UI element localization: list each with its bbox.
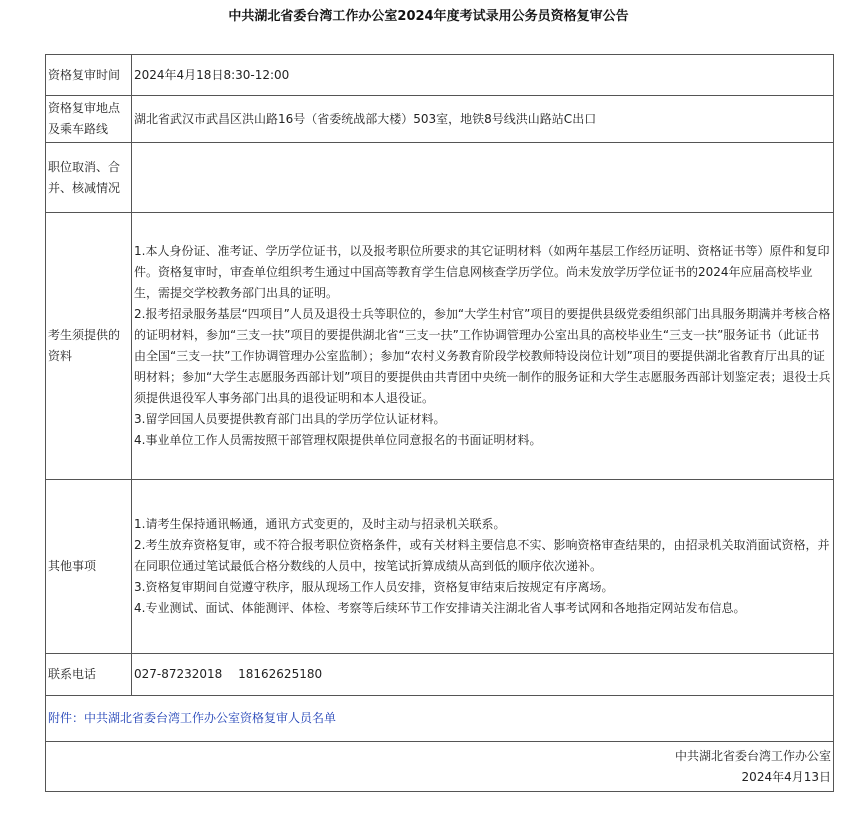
footer-cell [46, 742, 834, 792]
location-label: 资格复审地点及乘车路线 [46, 96, 132, 143]
materials-item: 3.留学回国人员要提供教育部门出具的学历学位认证材料。 [134, 412, 446, 426]
table-row-cancel [46, 143, 834, 213]
other-item: 3.资格复审期间自觉遵守秩序，服从现场工作人员安排，资格复审结束后按规定有序离场。 [134, 580, 614, 594]
other-value [132, 480, 834, 654]
other-item: 2.考生放弃资格复审，或不符合报考职位资格条件，或有关材料主要信息不实、影响资格审查结果的，由招录机关取消面试资格，并在同职位通过笔试最低合格分数线的人员中，按笔试折算成绩从高到低的顺序依次递补。 [134, 538, 830, 573]
page-title: 中共湖北省委台湾工作办公室2024年度考试录用公务员资格复审公告 [228, 9, 629, 24]
location-value: 湖北省武汉市武昌区洪山路16号（省委统战部大楼）503室，地铁8号线洪山路站C出口 [132, 96, 834, 143]
table-row-other [46, 480, 834, 654]
time-label: 资格复审时间 [46, 55, 132, 96]
table-row-attachment [46, 696, 834, 742]
table-row-phone [46, 654, 834, 696]
table-row-materials [46, 213, 834, 480]
table-row-location [46, 96, 834, 143]
time-value: 2024年4月18日8:30-12:00 [132, 55, 834, 96]
footer-date: 2024年4月13日 [741, 769, 831, 784]
phone-label: 联系电话 [46, 654, 132, 696]
cancel-value [132, 143, 834, 213]
materials-item: 2.报考招录服务基层“四项目”人员及退役士兵等职位的，参加“大学生村官”项目的要提供县级党委组织部门出具服务期满并考核合格的证明材料，参加“三支一扶”项目的要提供湖北省“三支一扶”工作协调管理办公室出具的高校毕业生“三支一扶”服务证书（此证书由全国“三支一扶”工作协调管理办公室监制）；参加“农村义务教育阶段学校教师特设岗位计划”项目的要提供湖北省教育厅出具的证明材料；参加“大学生志愿服务西部计划”项目的要提供由共青团中央统一制作的服务证和大学生志愿服务西部计划鉴定表；退役士兵须提供退役军人事务部门出具的退役证明和本人退役证。 [134, 307, 831, 405]
table-row-time [46, 55, 834, 96]
attachment-link[interactable]: 附件：中共湖北省委台湾工作办公室资格复审人员名单 [48, 711, 337, 725]
attachment-cell [46, 696, 834, 742]
cancel-label: 职位取消、合并、核减情况 [46, 143, 132, 213]
phone-value: 027-87232018 18162625180 [132, 654, 834, 696]
other-item: 4.专业测试、面试、体能测评、体检、考察等后续环节工作安排请关注湖北省人事考试网和各地指定网站发布信息。 [134, 601, 746, 615]
materials-item: 4.事业单位工作人员需按照干部管理权限提供单位同意报名的书面证明材料。 [134, 433, 542, 447]
materials-value [132, 213, 834, 480]
other-item: 1.请考生保持通讯畅通，通讯方式变更的，及时主动与招录机关联系。 [134, 517, 506, 531]
footer-org: 中共湖北省委台湾工作办公室 [674, 748, 831, 763]
materials-item: 1.本人身份证、准考证、学历学位证书，以及报考职位所要求的其它证明材料（如两年基层工作经历证明、资格证书等）原件和复印件。资格复审时，审查单位组织考生通过中国高等教育学生信息网核查学历学位。尚未发放学历学位证书的2024年应届高校毕业生，需提交学校教务部门出具的证明。 [134, 244, 830, 300]
other-label: 其他事项 [46, 480, 132, 654]
table-row-footer [46, 742, 834, 792]
notice-table [45, 54, 834, 792]
materials-label: 考生须提供的资料 [46, 213, 132, 480]
